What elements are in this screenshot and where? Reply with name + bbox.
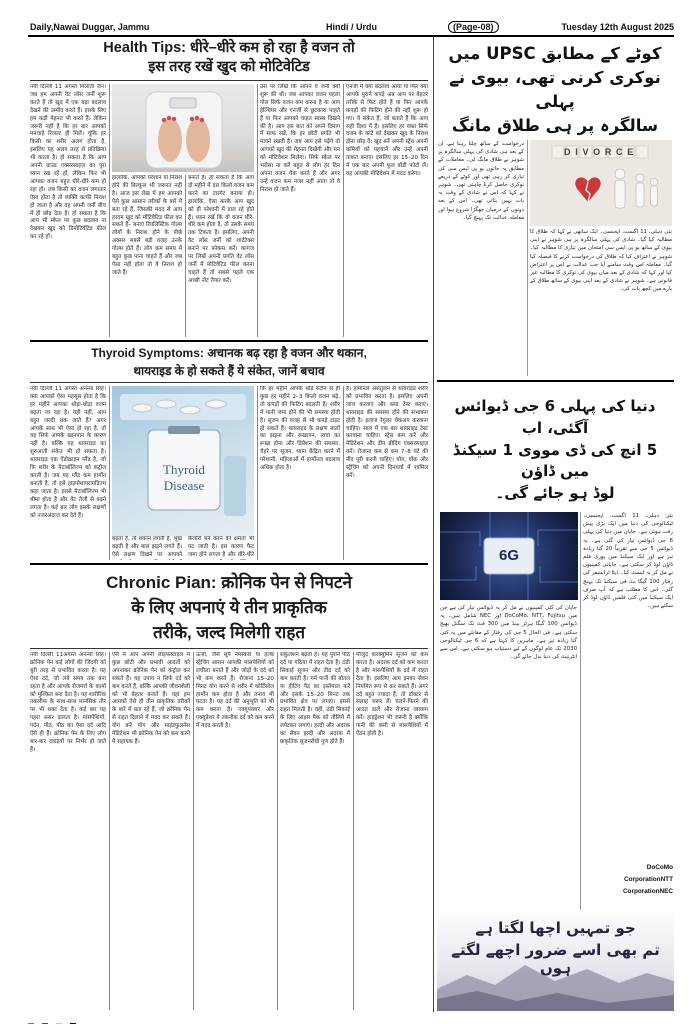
column-text: नयी दिल्ली 11 अगस्त अनन्या सिंह। क्या आपको ऐसा महसूस होता है कि हर महीने आपका थोड़ा-थोड़ा वजन बढ़ता जा रहा है। यही नहीं, आप बहुत जल्दी थक जाते हैं? अगर आपके साथ भी ऐसा हो रहा है, तो यह सिर्फ आपके खानपान के कारण नहीं है। बल्कि यह थायराइड का शुरुआती संकेत भी हो सकता है। थायराइड एक ऐंडोक्राइन ग्लैंड है, जो कि शरीर के मेटाबॉलिज्म को कंट्रोल करती है। जब यह ग्लैंड कम हार्मोन बनाती है, तो इसे हाइपोथायरायडिज्म कहा जाता है। इससे मेटाबॉलिज्म भी धीमा होता है और वेट तेजी से बढ़ने लगता है। कई बार लोग इसके लक्षणों को नजरअंदाज कर देते हैं। <box>30 386 106 519</box>
svg-text:Disease: Disease <box>163 478 205 493</box>
urdu-headline-line: لوڈ ہو جائے گی۔ <box>495 484 615 502</box>
article-column <box>356 652 428 1010</box>
scale-illustration <box>112 84 254 172</box>
urdu-story-column <box>583 512 673 802</box>
company-list <box>583 862 673 898</box>
page-number: (Page-08) <box>448 21 499 33</box>
article-title <box>30 39 428 77</box>
column-rule <box>277 652 278 1010</box>
column-text: नयी दिल्ली 11 अगस्त मिलाती जैन। जब हम अपनी वेट लॉस जर्नी शुरू करते हैं तो खुद में एक बड़ा बदलाव देखने की उम्मीद करते हैं। इसके लिए हम कड़ी मेहनत भी करते हैं। लेकिन जरूरी नहीं है कि हर बार आपको मनचाहे रिजल्ट ही मिलें। चूंकि हर किसी का शरीर अलग होता है, इसलिए यह अलग तरह से प्रतिक्रिया भी करता है। हो सकता है कि आप अपनी ग्राउंड एक्सरसाइज़ का पूरा ध्यान रख रहे हों, लेकिन फिर भी आपका वजन बहुत धीरे-धीरे कम हो रहा हो। जब किसी का वजन लगातार ऐसा होता है तो व्यक्ति काफी निराश हो जाता है और वह अपनी जर्नी बीच में ही छोड़ देता है। हो सकता है कि आप भी स्केल पर कुछ बदलाव ना देखकर खुद को डिमोटिवेटिड फील कर रहे हों। <box>30 84 106 241</box>
article-column <box>346 84 428 337</box>
print-registration-marks <box>28 1013 674 1019</box>
article-column <box>188 536 254 560</box>
article-column <box>30 652 106 1010</box>
divider <box>30 382 428 383</box>
weighing-scale-photo <box>112 84 254 172</box>
article-column <box>30 386 106 560</box>
poem-banner <box>437 915 674 1011</box>
article-title-line: Health Tips: धीरे–धीरे कम हो रहा है वजन तो <box>103 40 355 56</box>
6g-chip-photo <box>440 512 578 600</box>
article-title-line: थायराइड के हो सकते हैं ये संकेत, जानें बचाव <box>133 364 325 378</box>
poem-line: تم بھی اسے ضرور اچھے لگتے ہوں <box>451 941 660 977</box>
column-text: बढ़ता है, तो थकान लगती है, भूख बढ़ती है और बाल झड़ने लगते हैं। ऐसे लक्षण दिखने पर आपको <box>112 536 182 558</box>
column-text: सकुलेशन बढ़ता है। यह पुराने पीठ दर्द या गठिया में राहत देता है। ठंडी सिकाई सूजन और तीव्र दर्द को कम करती है। गर्म पानी की बोतल या हीटिंग पैड का इस्तेमाल करें और इसके 15–20 मिनट तक प्रभावित क्षेत्र पर लगाएं। इससे राहत मिलती है। वहीं, ठंडी सिकाई के लिए आइस पैक को तौलिये में लपेटकर लगाएं। हल्दी और अदरक का सेवन हल्दी और अदरक में प्राकृतिक सूजनरोधी गुण होते हैं। <box>280 652 350 745</box>
article-column <box>260 84 340 337</box>
article-health-tips <box>30 39 428 77</box>
urdu-headline-line: نوکری کرنی تھی، بیوی نے پہلی <box>449 67 661 111</box>
column-text: एनर्जी में क्या बदलाव आया या फिर क्या आपके पुराने कपड़े अब आप पर बेहतर तरीके से फिट होते हैं या फिर आपके कपड़ों की फिटिंग होने की नहीं शुरू हो गए। ये संकेत हैं, जो बताते हैं कि आप सही दिशा में हैं। इसलिए हर वक्त सिर्फ वजन के कांटे को देखकर खुद के निराश होना छोड़ दें। खुद बनें अपनी स्ट्रेंथ अपनी कमियों को पहचानें और उन्हें अपनी ताकत बनाएं। इसलिए हर 15–20 दिन में एक बार अपनी फुल बॉडी फोटो लें। यह आपकी मोटिवेशन में मदद करेगा। <box>346 84 428 177</box>
article-column <box>30 84 106 337</box>
urdu-story-text: نئی دہلی، 11 اگست، ایجنسی۔ ایک ساتھی نے کہا کہ طلاق کا مطالبہ کیا گیا۔ شادی کی پہلی سالگرہ پر ہی شوہر نے اپنی بیوی کے ساتھ یو پی ایس سی امتحان میں تیاری کا مطالبہ کیا۔ شوہر نے اعتراف کیا کہ طلاق کی درخواست کرنے کا فیصلہ کیا گیا۔ معاملہ اس وقت سامنے آیا جب عدالت نے اس پر اعتراض کیا اور کہا کہ شادی کے بعد میاں بیوی کی نوکری کا مطالبہ غیر قانونی ہے۔ شوہر نے شادی کے بعد اپنی بیوی کے ساتھ طلاق کے بارے میں کچھ بات کی۔ <box>530 229 672 293</box>
column-text: उस पर लिखें कि आपने ये जर्नी क्यों शुरू की थी। जब आपका वजन पहला गोल सिर्फ वजन कम करना है या आप हेल्थियर और एनर्जी से छुटकारा पाहते हैं या फिर आपको चाहत स्वस्थ दिखने की है। आप इस बात को अपने दिमाग में साफ रखें, कि हर छोटी प्रगति भी मायने रखती है। जब आप इसे पढ़ेंगे तो आपको खुद की मेहनत दिखेगी और मन को मोटिवेशन मिलेगा। सिर्फ स्केल पर भरोसा ना करें बहुत से लोग हर दिन अपना वजन चेक करते हैं और अगर उन्हें वजन कम नजर नहीं आता तो वे निराश हो जाते हैं। <box>260 84 340 193</box>
column-rule <box>193 652 194 1010</box>
svg-text:Thyroid: Thyroid <box>163 462 205 477</box>
column-text: ऐसे में आप अपनी लाइफस्टाइल में कुछ छोटी और प्रभावी आदतों को अपनाकर क्रोनिक पेन को कंट्रोल कर सकते हैं। यह उपाय न सिर्फ दर्द को कम करते हैं, बल्कि आपकी जीवनशैली को भी बेहतर बनाते हैं। यहां हम आपको ऐसे ही तीन प्राकृतिक तरीकों के बारे में बता रहे हैं, जो क्रोनिक पेन से राहत दिलाने में मदद कर सकते हैं। योग करें योग और माइंडफुलनेस मेडिटेशन भी क्रोनिक पेन को कम करने में सहायक हैं। <box>112 652 190 745</box>
thyroid-illustration <box>112 386 254 536</box>
urdu-headline-line: کوٹے کے مطابق UPSC میں <box>448 44 662 63</box>
article-column <box>260 386 340 560</box>
article-column <box>112 536 182 560</box>
article-title-line: के लिए अपनाएं ये तीन प्राकृतिक <box>131 598 327 617</box>
urdu-story-column <box>438 140 524 376</box>
urdu-headline-line: سالگرہ پر ہی طلاق مانگ <box>451 115 659 135</box>
column-text: मौजूद करक्यूमिन सूजन को कम करता है। अदरक दर्द को कम करता है और मांसपेशियों के दर्द में राहत देता है। इसलिए आप इनका सेवन नियमित रूप से कर सकते हैं। अगर दर्द बहुत ज्यादा है, तो डॉक्टर से सलाह जरूर लें। चलने-फिरने की आदत डालें और रोजाना व्यायाम करें। हाइड्रेशन भी जरूरी है क्योंकि पानी की कमी से मांसपेशियों में ऐंठन होती है। <box>356 652 428 738</box>
urdu-story-text: نئی دہلی، 11 اگست، ایجنسی۔ ٹیکنالوجی کی دنیا میں ایک بڑی پیش رفت ہوئی ہے۔ جاپان میں دنیا کی پہلی 6 جی ڈیوائس تیار کی گئی ہے۔ یہ ڈیوائس 5 جی سے تقریباً 20 گنا زیادہ تیز ہے اور ایک سیکنڈ میں پوری فلم ڈاؤن لوڈ کر سکتی ہے۔ جاپانی کمپنیوں نے مل کر یہ ٹیسٹ کیا۔ ڈیٹا ٹرانسفر کی رفتار 100 گیگا بٹ فی سیکنڈ تک پہنچ گئی۔ اس کا مطلب ہے کہ آپ صرف ایک سیکنڈ میں کئی فلمیں ڈاؤن لوڈ کر سکتے ہیں۔ <box>583 513 673 610</box>
urdu-headline-line: دنیا کی پہلی 6 جی ڈیوائس آگئی، اب <box>454 397 656 437</box>
column-text: है। हार्मोनल असंतुलन से थायराइड शरीर को प्रभावित करता है। इसलिए अपनी जांच करवाएं और ब्लड टेस्ट कराएं। थायराइड की समस्या होने की संभावना होती है। इलाज रेगुलर चेकअप करवाना चाहिए। साल में एक बार थायराइड टेस्ट करवाना चाहिए। स्ट्रेस कम करें और मेडिटेशन और डीप ब्रीदिंग एक्सरसाइज़ करें। रोजाना कम से कम 7–8 घंटे की नींद पूरी करनी चाहिए। योग, वॉक और स्ट्रेचिंग को अपनी दिनचर्या में शामिल करें। <box>346 386 428 479</box>
column-text: नयी दिल्ली 11अगस्त अनन्या सिंह। क्रोनिक पेन कई लोगों की जिंदगी को बुरी तरह से प्रभावित करता है। यह ऐसा दर्द, जो लंबे समय तक बना रहता है और आपके रोजमर्रा के कामों को मुश्किल बना देता है। यह शारीरिक तकलीफ के साथ-साथ मानसिक तौर पर भी थका देता है। कई बार यह गहरा असर डालता है। मांसपेशियों, गर्दन, पीठ, पीठ का ऐसा दर्द आदि ऐसे ही हैं। क्रोनिक पेन के लिए लोग बार-बार दवाइयों पर निर्भर हो जाते हैं। <box>30 652 106 753</box>
chip-label: 6G <box>498 547 519 564</box>
article-divider <box>30 563 428 565</box>
urdu-story-text: درخواست کے ساتھ چلتا رہتا ہے، ان کے بعد ہی شادی کی پہلی سالگرہ پر شوہر نے طلاق مانگ لی۔ معاملات کے مطابق یہ خاتون یو پی ایس سی کی تیاری کر رہی تھی اور کوٹے کے ذریعے نوکری حاصل کرنا چاہتی تھی۔ شوہر نے کہا کہ اس نے شادی کے وقت یہ بات نہیں بتائی تھی۔ اس کے بعد دونوں کے درمیان جھگڑا شروع ہوا اور معاملہ عدالت تک پہنچ گیا۔ <box>438 141 524 221</box>
page-header <box>28 22 674 36</box>
company-name: CorporationNTT <box>624 876 673 883</box>
column-text: कैलोरी बर्न करने की क्षमता भी घट जाती है। इस कारण फैट जमा होने लगता है और धीरे-धीरे <box>188 536 254 558</box>
column-rule <box>257 84 258 337</box>
column-rule <box>185 175 186 337</box>
column-text: ऊर्जा, जैसे सूर्य नमस्कार या हल्के स्ट्रेचिंग आसन आपकी मांसपेशियों को लचीला बनाते हैं और जोड़ों के दर्द को भी कम करते हैं। रोजाना 15–20 मिनट योग करने से शरीर में कोर्टिसोल हार्मोन कम होता है और तनाव भी घटता है। यह दर्द की अनुभूति को भी कम करता है। एक्यूपंक्चर और एक्यूप्रेशर ये तकनीक दर्द को कम करने में मदद करती है। <box>196 652 274 730</box>
company-name: CorporationNEC <box>622 888 673 895</box>
column-rule <box>343 84 344 337</box>
thyroid-disease-photo <box>112 386 254 536</box>
paper-name: Daily,Nawai Duggar, Jammu <box>30 22 150 32</box>
column-rule <box>353 652 354 1010</box>
article-column <box>188 175 254 337</box>
article-title <box>30 344 428 380</box>
article-title-line: Thyroid Symptoms: अचानक बढ़ रहा है वजन और थकान, <box>91 346 367 360</box>
issue-date: Tuesday 12th August 2025 <box>561 22 674 32</box>
column-text: बनाते हैं। हो सकता है कि आप दो महीने में दस किलो वजन कम करने का टारगेट बनाया हो। हालांकि, ऐसा करके आप खुद को ही परेशानी में डाल रहे होते हैं। ध्यान रखें कि वो वजन धीरे-धीरे कम होता है, तो उसके समय तक टिकता है। इसलिए, अपनी वेट लॉस जर्नी को शार्टटेक्स बनाने पर फोकस करें। कागज पर लिखें अपनी प्रगति वेट लॉस जर्नी में मोटिवेटिड फील करना चाहते हैं तो सबसे पहले एक अच्छी नोट तैयार करें। <box>188 175 254 284</box>
article-title-line: Chronic Pian: क्रोनिक पेन से निपटने <box>106 573 352 592</box>
poem-line: جو تمہیں اچھا لگتا ہے <box>475 919 636 937</box>
column-rule <box>257 386 258 560</box>
divider <box>30 80 428 81</box>
article-divider <box>30 340 428 342</box>
column-rule <box>109 386 110 560</box>
article-column <box>196 652 274 1010</box>
language-label: Hindi / Urdu <box>326 22 377 32</box>
divider <box>30 648 428 649</box>
article-title-line: इस तरह रखें खुद को मोटिवेटिड <box>148 59 310 75</box>
column-text: हालांकि, आपको परेशान या निराश होने की बिल्कुल भी जरूरत नहीं है। आज इस लेख में हम आपको ऐसे कुछ आसान तरीकों के बारे में बता रहे हैं, जिसकी मदद से आप हरदम खुद को मोटिवेटिड फील कर सकते हैं– बनाएं रियलिस्टिक गोल्स लोगों के निराश होने के पीछे अक्सर सबसे बड़ी वजह उनके गोल्स होते हैं। लोग कम समय में बहुत कुछ पाना चाहते हैं और जब ऐसा नहीं होता तो वे निराश हो जाते हैं। <box>112 175 182 276</box>
column-rule <box>109 84 110 337</box>
article-thyroid <box>30 344 428 380</box>
article-column <box>112 175 182 337</box>
divorce-photo <box>530 140 672 226</box>
column-rule <box>343 386 344 560</box>
article-title-line: तरीके, जल्द मिलेगी राहत <box>152 623 306 642</box>
article-title <box>30 570 428 645</box>
urdu-story-column <box>530 228 672 376</box>
urdu-headline-line: 5 انچ کی ڈی مووی 1 سیکنڈ میں ڈاؤن <box>452 440 658 481</box>
article-column <box>346 386 428 560</box>
urdu-story-column <box>440 604 577 910</box>
article-chronic-pain <box>30 570 428 645</box>
column-rule <box>580 512 581 910</box>
column-rule <box>527 140 528 376</box>
urdu-story-text: جاپان کی کئی کمپنیوں نے مل کر یہ ڈیوائس تیار کی ہے جن میں DoCoMo، NTT، Fujitsu اور NEC شامل ہیں۔ یہ ڈیوائس 100 گیگا ہرٹز بینڈ میں 300 فٹ تک سگنل بھیج سکتی ہے۔ فی الحال 5 جی کی رفتار کے مقابلے میں یہ کئی گنا زیادہ تیز ہے۔ ماہرین کا کہنا ہے کہ 6 جی ٹیکنالوجی 2030 تک عام لوگوں کے لیے دستیاب ہو سکتی ہے۔ اس سے انٹرنیٹ کی دنیا بدل جائے گی۔ <box>440 605 577 661</box>
divorce-tiles-label: DIVORCE <box>564 147 638 157</box>
company-name: DoCoMo <box>646 864 673 871</box>
urdu-divider <box>437 380 674 382</box>
column-text: कि हर महीने आपके थोड़े रुटीन से ही कुछ हर महीने 2–3 किलो वजन बढ़े, तो कपड़ों की फिटिंग बदलती है। शरीर में पानी जमा होने की भी समस्या होती है। सूजन की वजह से भी कपड़े टाइट हो सकते हैं। थायराइड के लक्षण बालों का झड़ना और रूखापन, त्वचा का रूखा होना और डिप्रेशन की समस्या, चेहरे पर सूजन, ध्यान केंद्रित करने में परेशानी, महिलाओं में हार्मोनल बदलाव अधिक होता है। <box>260 386 340 472</box>
article-column <box>280 652 350 1010</box>
urdu-headline-6g <box>442 396 668 505</box>
column-rule <box>109 652 110 1010</box>
article-column <box>112 652 190 1010</box>
